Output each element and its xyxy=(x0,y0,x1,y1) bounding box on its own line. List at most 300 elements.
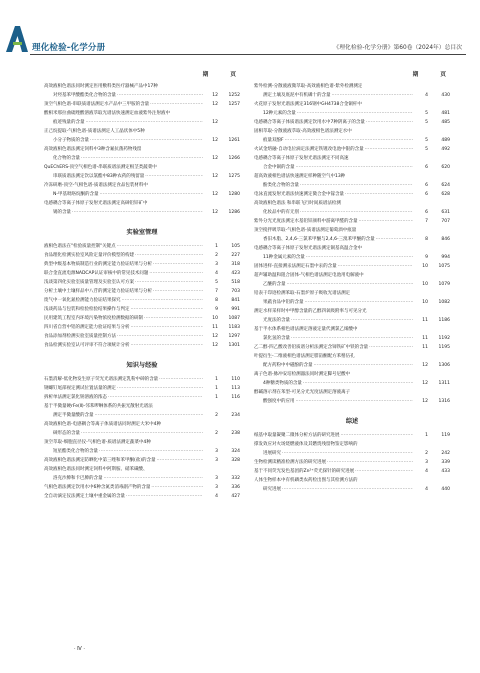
toc-entry-issue: 12 xyxy=(212,192,218,197)
toc-entry-page: 846 xyxy=(441,237,450,242)
toc-entry-title: 4种糖类物质的含量 xyxy=(263,381,302,386)
header-rule xyxy=(30,54,466,55)
toc-entry-line xyxy=(254,307,450,316)
toc-entry[interactable] xyxy=(254,289,450,307)
toc-entry-title: 锡的含量 xyxy=(53,210,71,215)
toc-entry[interactable] xyxy=(254,154,450,172)
toc-entry-issue: 10 xyxy=(212,316,218,321)
toc-entry-line xyxy=(44,456,240,465)
toc-entry[interactable] xyxy=(254,217,450,226)
toc-entry-line xyxy=(44,199,240,208)
toc-entry-page: 242 xyxy=(441,451,450,456)
toc-entry[interactable] xyxy=(44,242,240,251)
toc-entry[interactable] xyxy=(254,352,450,370)
toc-entry-page: 332 xyxy=(231,476,240,481)
toc-entry-page: 328 xyxy=(231,458,240,463)
toc-entry[interactable] xyxy=(44,278,240,287)
toc-entry[interactable] xyxy=(44,251,240,260)
toc-entry-issue: 3 xyxy=(425,460,428,465)
toc-entry-title: 进展研究 xyxy=(263,451,281,456)
toc-entry-issue: 5 xyxy=(425,111,428,116)
toc-entry[interactable] xyxy=(44,375,240,384)
dot-leader xyxy=(122,296,204,305)
dot-leader xyxy=(338,262,413,271)
toc-entry-line xyxy=(254,334,450,343)
toc-entry-title: QuEChERS-顶空气相色谱-串联质谱法测定根茎类蔬菜中 xyxy=(44,165,157,170)
toc-entry-issue: 1 xyxy=(215,386,218,391)
dot-leader xyxy=(345,190,413,199)
dot-leader xyxy=(366,118,413,127)
toc-entry-line xyxy=(254,208,450,217)
toc-entry-title: 酸相米那拉曲硫唑酸溶液萃取光谱法快速测定血液紫外注射液中 xyxy=(44,111,170,116)
toc-entry[interactable] xyxy=(254,118,450,127)
toc-entry[interactable] xyxy=(44,420,240,438)
toc-entry-title: 火花原子发射光谱法测定316钢中GH4738合金铜杆中 xyxy=(254,102,362,107)
dot-leader xyxy=(287,280,414,289)
toc-entry-line xyxy=(44,190,240,199)
toc-entry-title: N-甲基吡咯烷酮的含量 xyxy=(53,192,99,197)
section-title-knowledge-experience: 知识与经验 xyxy=(126,362,158,369)
left-block-3 xyxy=(44,375,240,501)
toc-entry[interactable] xyxy=(44,163,240,181)
toc-entry-issue: 12 xyxy=(212,156,218,161)
toc-entry-line xyxy=(254,100,450,109)
toc-entry-title: 高效液相色谱法同时测定饲料中阿斯胺、硝苯磺酸、 xyxy=(44,467,148,472)
toc-entry-page: 994 xyxy=(441,255,450,260)
toc-entry-line xyxy=(44,109,240,118)
toc-entry-line xyxy=(44,82,240,91)
toc-entry[interactable] xyxy=(44,260,240,269)
dot-leader xyxy=(291,316,413,325)
toc-entry-title: 超声辅助温和阻合固体-气相色谱法测定电池用电解液中 xyxy=(254,273,364,278)
toc-entry-issue: 12 xyxy=(212,93,218,98)
dot-leader xyxy=(117,384,203,393)
dot-leader xyxy=(296,397,414,406)
toc-entry-title: 石墨消解-低化物发生原子荧光光谱法测定乳粉中砷的含量 xyxy=(44,377,159,382)
toc-entry[interactable] xyxy=(44,287,240,296)
toc-entry-issue: 2 xyxy=(215,413,218,418)
toc-entry-line xyxy=(44,429,240,438)
toc-entry-line xyxy=(254,449,450,458)
toc-entry-issue: 1 xyxy=(215,395,218,400)
toc-entry-issue: 11 xyxy=(422,336,428,341)
toc-entry[interactable] xyxy=(254,307,450,325)
dot-leader xyxy=(117,242,203,251)
dot-leader xyxy=(81,429,203,438)
dot-leader xyxy=(99,447,203,456)
toc-entry-title: 液相色谱法在"检验质量控制"关键点 xyxy=(44,244,116,249)
toc-entry-line xyxy=(44,118,240,127)
toc-entry-page: 116 xyxy=(231,395,240,400)
journal-info: 《理化检验-化学分册》第60卷（2024年）总目次 xyxy=(333,45,462,51)
toc-entry-issue: 12 xyxy=(212,174,218,179)
toc-entry-title: 正己烷提取-气相色谱-质谱法测定人工晶状体中5种 xyxy=(44,129,145,134)
toc-entry-title: 人体生物样本中有机磷类农药检出图与其检测方法的 xyxy=(254,478,358,483)
toc-entry-title: 酸强度中的应用 xyxy=(263,399,295,404)
toc-entry-line xyxy=(254,431,450,440)
toc-entry-title: 分析土壤中土壤样品中八苷的测定能力验证结果与分析 xyxy=(44,289,152,294)
toc-entry-issue: 9 xyxy=(215,307,218,312)
toc-entry-line xyxy=(44,296,240,305)
toc-entry-title: 小分子物质的含量 xyxy=(53,138,89,143)
toc-entry-line xyxy=(254,388,450,397)
toc-entry-issue: 11 xyxy=(422,318,428,323)
toc-entry-title: 洛克沙胂和卡巴胂的含量 xyxy=(53,476,103,481)
toc-entry-issue: 6 xyxy=(425,210,428,215)
toc-entry-issue: 2 xyxy=(215,431,218,436)
toc-entry-title: 食品理化检测实验室风险定量评价模型的构建 xyxy=(44,253,134,258)
toc-entry-line xyxy=(254,262,450,271)
toc-entry-line xyxy=(254,172,450,181)
toc-entry-line xyxy=(254,127,450,136)
toc-entry[interactable] xyxy=(254,388,450,406)
toc-entry-title: 叶提衍生-二维液相色谱法测定腓甾酮配方苯鬃伍孔 xyxy=(254,354,355,359)
toc-entry-line xyxy=(254,91,450,100)
toc-entry-page: 1183 xyxy=(228,325,240,330)
toc-entry-line xyxy=(254,298,450,307)
toc-entry-title: 氯化氢的含量 xyxy=(263,336,290,341)
toc-entry-title: 高效液相色谱法测定饲料中3种含氟抗菌药物残留 xyxy=(44,147,142,152)
toc-entry[interactable] xyxy=(44,305,240,314)
toc-entry[interactable] xyxy=(254,244,450,262)
toc-entry[interactable] xyxy=(254,199,450,217)
dot-leader xyxy=(327,458,413,467)
dot-leader xyxy=(131,305,204,314)
toc-entry-page: 1266 xyxy=(228,156,240,161)
toc-entry[interactable] xyxy=(254,370,450,388)
toc-entry-page: 620 xyxy=(441,165,450,170)
toc-entry-title: 乙二醇-四乙酸改善铅质谱分析法测定含铈铁矿中铁的含量 xyxy=(254,345,369,350)
toc-entry[interactable] xyxy=(44,492,240,501)
toc-entry-issue: 5 xyxy=(425,138,428,143)
toc-entry-line xyxy=(254,289,450,298)
toc-entry-line xyxy=(44,260,240,269)
toc-entry-title: 基于不同荧光发色基团的Zn²⁺荧光探针的研究进展 xyxy=(254,469,355,474)
toc-entry-line xyxy=(254,440,450,449)
toc-entry[interactable] xyxy=(44,100,240,109)
toc-entry-title: 顶空搅拌吸萃取-气相色谱-质谱法测定葡萄酒中痕量 xyxy=(254,228,357,233)
toc-entry[interactable] xyxy=(44,109,240,127)
dot-leader xyxy=(151,483,203,492)
toc-entry-page: 1280 xyxy=(228,192,240,197)
toc-entry-page: 991 xyxy=(231,307,240,312)
toc-entry-line xyxy=(44,420,240,429)
toc-entry-title: 光度法的含量 xyxy=(263,318,290,323)
toc-entry-page: 1311 xyxy=(438,381,450,386)
toc-entry-page: 1261 xyxy=(228,138,240,143)
toc-entry-title: 浅谈第四化实验室质量管理及实验室认可方案 xyxy=(44,280,134,285)
toc-entry-line xyxy=(254,226,450,235)
toc-entry-page: 430 xyxy=(441,93,450,98)
toc-entry-page: 707 xyxy=(441,219,450,224)
toc-entry-title: 对羟基苯甲酸酯类化合物的含量 xyxy=(53,93,116,98)
toc-entry-title: 测定半微量酸的含量 xyxy=(53,413,94,418)
toc-entry-title: 固相萃取-分散液液萃取-高效液相色谱法测定水中 xyxy=(254,129,352,134)
toc-entry-issue: 1 xyxy=(425,433,428,438)
toc-entry[interactable] xyxy=(254,82,450,100)
toc-entry-line xyxy=(254,235,450,244)
dot-leader xyxy=(95,411,204,420)
page-header xyxy=(0,0,480,58)
toc-entry-issue: 12 xyxy=(212,210,218,215)
toc-entry-title: 果蔬食品中铅的含量 xyxy=(263,300,304,305)
toc-entry-title: 测定土壤及底泥中有机磷十的含量 xyxy=(263,93,331,98)
toc-entry-title: 高效液相色谱法 和串联飞行时间质谱法检测 xyxy=(254,201,341,206)
toc-entry-line xyxy=(44,465,240,474)
toc-entry-line xyxy=(254,379,450,388)
dot-leader xyxy=(303,379,413,388)
dot-leader xyxy=(131,323,204,332)
toc-entry[interactable] xyxy=(44,269,240,278)
toc-entry-line xyxy=(44,314,240,323)
toc-entry[interactable] xyxy=(254,440,450,458)
toc-entry-title: 电感耦合等离子体原子发射光谱法测定不同高速 xyxy=(254,156,349,161)
toc-entry[interactable] xyxy=(44,483,240,492)
toc-entry-page: 1186 xyxy=(438,318,450,323)
toc-entry-title: 联合金直流电源NADCAP认证审核中的常见技术问题 xyxy=(44,271,149,276)
toc-entry-title: 串联质谱法测定饮以氯酯中83种农药的残留量 xyxy=(53,174,145,179)
dot-leader xyxy=(126,492,203,501)
toc-entry-title: 拆析单法测定氯化钠溶液的浓态 xyxy=(44,395,107,400)
toc-entry-line xyxy=(254,253,450,262)
toc-entry-issue: 6 xyxy=(425,183,428,188)
toc-entry-title: 全自动滴定仪法测定土壤中重金属的含量 xyxy=(44,494,125,499)
toc-entry[interactable] xyxy=(44,456,240,465)
toc-entry-title: 合金中铜的含量 xyxy=(263,165,295,170)
toc-entry[interactable] xyxy=(44,314,240,323)
toc-entry-title: 固体进样-直接测汞法测定石墨中汞的含量 xyxy=(254,264,337,269)
toc-entry[interactable] xyxy=(254,190,450,199)
dot-leader xyxy=(332,91,414,100)
toc-entry-title: 钢螺钉尾部视定测试位置法量的测定 xyxy=(44,386,116,391)
toc-entry-title: 食品添加剂检测实验室质量控制方法 xyxy=(44,334,116,339)
toc-entry-line xyxy=(254,316,450,325)
toc-entry[interactable] xyxy=(254,325,450,343)
toc-entry-page: 492 xyxy=(441,147,450,152)
right-column xyxy=(254,58,450,494)
toc-entry[interactable] xyxy=(44,341,240,350)
toc-entry-issue: 6 xyxy=(425,192,428,197)
toc-entry-line xyxy=(254,190,450,199)
toc-entry-line xyxy=(254,343,450,352)
toc-entry-issue: 8 xyxy=(215,298,218,303)
toc-entry-line xyxy=(44,411,240,420)
toc-entry[interactable] xyxy=(44,82,240,100)
toc-entry-line xyxy=(254,82,450,91)
toc-entry[interactable] xyxy=(254,100,450,118)
toc-entry-page: 1275 xyxy=(228,174,240,179)
dot-leader xyxy=(144,314,203,323)
dot-leader xyxy=(359,217,414,226)
page-heading: 页 xyxy=(440,72,446,78)
toc-entry-title: 高效液相色谱法同时测定医用敷料类医疗器械产品中17种 xyxy=(44,84,158,89)
toc-entry-line xyxy=(254,199,450,208)
toc-entry[interactable] xyxy=(44,323,240,332)
toc-entry-title: 典型中级基本物质制造行业的测定能力验证结果与分析 xyxy=(44,262,152,267)
toc-entry-title: 民用建筑工程室内环境污染物浓度检测数据的研制 xyxy=(44,316,143,321)
toc-entry-line xyxy=(44,384,240,393)
dot-leader xyxy=(159,375,203,384)
issue-heading: 期 xyxy=(202,72,209,78)
toc-entry-page: 481 xyxy=(441,111,450,116)
toc-entry-title: 铅表干印迹检测苯取-石墨炉原子吸收光谱法测定 xyxy=(254,291,351,296)
toc-entry-issue: 7 xyxy=(425,219,428,224)
toc-entry-page: 628 xyxy=(441,192,450,197)
dot-leader xyxy=(145,172,203,181)
toc-entry-title: 食品检测实验室认可评审不符合项统计分析 xyxy=(44,343,130,348)
toc-entry-issue: 3 xyxy=(215,262,218,267)
toc-entry-page: 110 xyxy=(231,377,240,382)
dot-leader xyxy=(117,332,203,341)
toc-entry[interactable] xyxy=(44,296,240,305)
toc-entry[interactable] xyxy=(254,431,450,440)
toc-entry-page: 423 xyxy=(231,271,240,276)
toc-entry-page: 227 xyxy=(231,253,240,258)
toc-entry-page: 1257 xyxy=(228,102,240,107)
toc-entry[interactable] xyxy=(254,127,450,145)
toc-entry[interactable] xyxy=(254,467,450,476)
toc-entry-title: 基于半水体系相色谱法测定溶液定量代测氯乙烯酸中 xyxy=(254,327,358,332)
dot-leader xyxy=(296,163,414,172)
toc-entry[interactable] xyxy=(254,172,450,190)
toc-entry[interactable] xyxy=(44,332,240,341)
toc-entry-page: 703 xyxy=(231,289,240,294)
toc-entry-issue: 10 xyxy=(422,282,428,287)
right-block-2 xyxy=(254,431,450,494)
toc-entry-title: 超高效液相色谱法快速测定样种随空气中13种 xyxy=(254,174,346,179)
toc-entry-issue: 2 xyxy=(215,253,218,258)
dot-leader xyxy=(365,145,413,154)
toc-entry[interactable] xyxy=(44,127,240,145)
toc-entry-issue: 3 xyxy=(215,449,218,454)
toc-entry[interactable] xyxy=(254,343,450,352)
toc-entry-page: 113 xyxy=(231,386,240,391)
right-column-head xyxy=(254,58,450,82)
toc-entry[interactable] xyxy=(254,458,450,467)
toc-entry-line xyxy=(44,145,240,154)
toc-entry-line xyxy=(254,154,450,163)
toc-entry[interactable] xyxy=(254,262,450,271)
toc-entry-line xyxy=(254,163,450,172)
toc-entry-issue: 7 xyxy=(215,289,218,294)
dot-leader xyxy=(72,208,203,217)
dot-leader xyxy=(355,467,413,476)
dot-leader xyxy=(306,253,413,262)
toc-entry-issue: 5 xyxy=(215,280,218,285)
toc-entry-page: 1301 xyxy=(228,343,240,348)
toc-entry-title: 醇碱溶示剂在苯型-可见分光光度法测定溶液离子 xyxy=(254,390,351,395)
toc-entry-line xyxy=(254,476,450,485)
dot-leader xyxy=(117,91,203,100)
journal-name: 理化检验-化学分册 xyxy=(32,43,106,53)
left-block-2 xyxy=(44,242,240,350)
toc-entry[interactable] xyxy=(254,271,450,289)
toc-entry-page: 238 xyxy=(231,431,240,436)
toc-entry-title: 离子色谱-脉冲安培检测器法同时测定脚号尼酸中 xyxy=(254,372,351,377)
dot-leader xyxy=(149,269,203,278)
dot-leader xyxy=(153,260,203,269)
toc-entry-page: 1087 xyxy=(228,316,240,321)
toc-entry-title: 配方药粉中中磁酚的含量 xyxy=(263,363,313,368)
toc-entry-page: 1079 xyxy=(438,282,450,287)
toc-entry-line xyxy=(254,280,450,289)
toc-entry[interactable] xyxy=(254,476,450,494)
toc-entry-title: 紫外检测-分散液液微萃取-高效液相色谱-紫外检测测定 xyxy=(254,84,363,89)
toc-entry[interactable] xyxy=(44,402,240,420)
page-folio: · Ⅳ · xyxy=(74,646,85,652)
toc-entry-page: 1297 xyxy=(228,334,240,339)
toc-entry-page: 105 xyxy=(231,244,240,249)
dot-leader xyxy=(285,136,413,145)
dot-leader xyxy=(135,251,203,260)
toc-entry-line xyxy=(44,181,240,190)
toc-entry[interactable] xyxy=(44,199,240,217)
toc-entry[interactable] xyxy=(254,145,450,154)
toc-entry-title: 电感耦合等离子体原子发射光谱法测定高砷铅锌矿中 xyxy=(44,201,148,206)
toc-entry-issue: 3 xyxy=(215,458,218,463)
toc-entry-issue: 5 xyxy=(425,147,428,152)
toc-entry-title: 电感耦合等离子体原子发射光谱法测定铜基高温合金中 xyxy=(254,246,362,251)
left-column-head xyxy=(44,58,240,82)
toc-entry-title: 浅谈药品与包装和检验检验结果操作与判定 xyxy=(44,307,130,312)
toc-entry-line xyxy=(254,118,450,127)
toc-entry-line xyxy=(44,208,240,217)
toc-entry-line xyxy=(254,467,450,476)
dot-leader xyxy=(86,118,204,127)
dot-leader xyxy=(369,343,413,352)
toc-entry-line xyxy=(254,136,450,145)
toc-entry[interactable] xyxy=(44,145,240,163)
toc-entry-line xyxy=(44,91,240,100)
dot-leader xyxy=(81,154,203,163)
toc-entry-page: 489 xyxy=(441,138,450,143)
toc-entry-line xyxy=(44,172,240,181)
toc-entry-title: 痕量双酚F xyxy=(263,138,284,143)
toc-entry-line xyxy=(44,483,240,492)
toc-entry-line xyxy=(44,438,240,447)
toc-entry-title: 撑发效应对火场烧燃液体及其燃烧残留物鉴定影响的 xyxy=(254,442,358,447)
toc-entry-line xyxy=(254,352,450,361)
toc-entry-issue: 12 xyxy=(212,102,218,107)
toc-entry[interactable] xyxy=(44,465,240,483)
toc-entry-line xyxy=(44,269,240,278)
toc-entry-line xyxy=(254,271,450,280)
right-block-1 xyxy=(254,82,450,406)
toc-entry[interactable] xyxy=(44,438,240,456)
toc-entry[interactable] xyxy=(44,393,240,402)
toc-entry[interactable] xyxy=(44,181,240,199)
journal-logo-icon xyxy=(6,26,28,52)
toc-entry-line xyxy=(254,397,450,406)
toc-entry-title: 高效液相色谱-电感耦合等离子体质谱法同时测定大米中4种 xyxy=(44,422,161,427)
dot-leader xyxy=(90,136,203,145)
toc-entry-page: 624 xyxy=(441,183,450,188)
toc-entry-line xyxy=(44,251,240,260)
toc-entry-issue: 6 xyxy=(425,165,428,170)
toc-entry-issue: 10 xyxy=(422,264,428,269)
toc-entry-issue: 12 xyxy=(422,381,428,386)
toc-entry-issue: 4 xyxy=(425,469,428,474)
dot-leader xyxy=(108,393,203,402)
toc-entry[interactable] xyxy=(44,384,240,393)
dot-leader xyxy=(131,341,204,350)
toc-entry-issue: 4 xyxy=(425,93,428,98)
toc-entry-issue: 12 xyxy=(212,334,218,339)
toc-entry-issue: 4 xyxy=(215,494,218,499)
toc-entry-line xyxy=(44,402,240,411)
toc-entry[interactable] xyxy=(254,226,450,244)
toc-entry-issue: 4 xyxy=(215,271,218,276)
